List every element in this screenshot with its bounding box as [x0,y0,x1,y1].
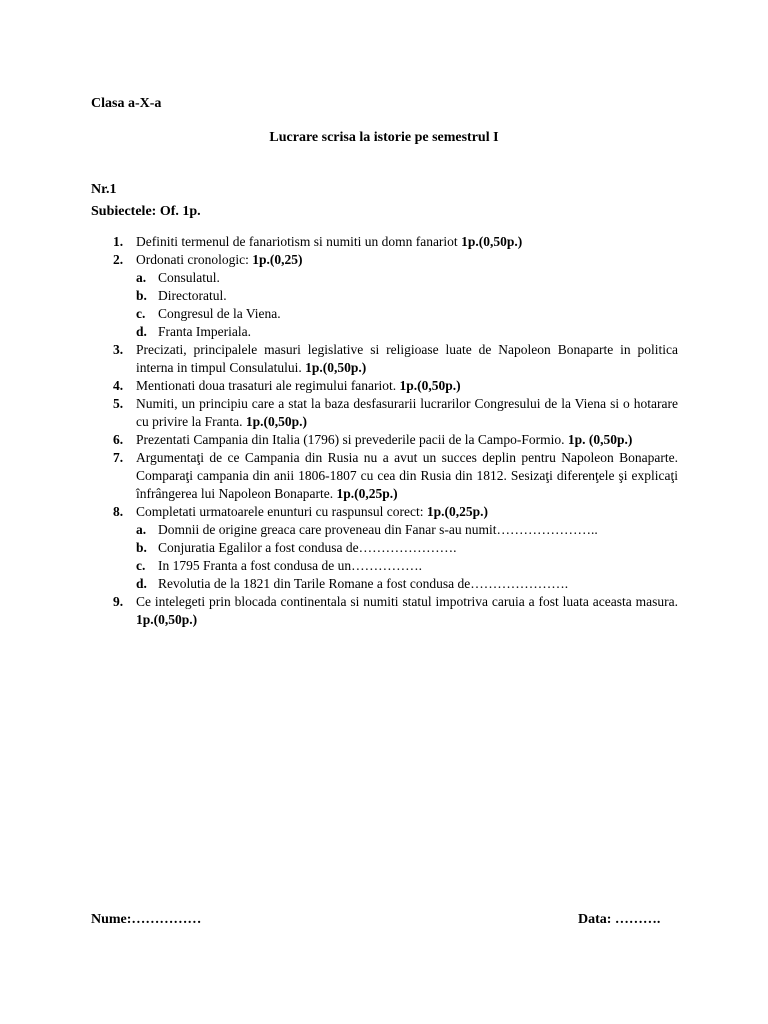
question-item [91,377,678,395]
sub-item [136,287,678,305]
question-points: 1p.(0,50p.) [399,378,461,393]
question-text: Ce intelegeti prin blocada continentala si numiti statul impotriva caruia a fost luata aceasta masura. [136,594,678,609]
sub-letter: a. [136,522,147,537]
question-number: 1. [113,234,124,249]
sub-letter: b. [136,540,147,555]
question-text: Completati urmatoarele enunturi cu raspunsul corect: [136,504,427,519]
sub-text: Directoratul. [158,288,227,303]
sub-letter: b. [136,288,147,303]
question-number: 5. [113,396,124,411]
question-text: Numiti, un principiu care a stat la baza desfasurarii lucrarilor Congresului de la Viena si o hotarare cu privire la Franta. [136,396,678,429]
question-points: 1p.(0,25p.) [336,486,398,501]
sub-item [136,521,678,539]
question-number: 8. [113,504,124,519]
question-text: Argumentaţi de ce Campania din Rusia nu a avut un succes deplin pentru Napoleon Bonaparte. Comparaţi campania din anii 1806-1807 cu cea din Rusia din 1812. Sesizaţi diferenţele şi explicaţi înfrângerea lui Napoleon Bonaparte. [136,450,678,501]
question-text: Mentionati doua trasaturi ale regimului fanariot. [136,378,400,393]
question-list [91,233,678,629]
sub-text: Revolutia de la 1821 din Tarile Romane a fost condusa de…………………. [158,576,569,591]
question-number: 7. [113,450,124,465]
sub-item [136,269,678,287]
sub-text: Consulatul. [158,270,220,285]
sub-letter: c. [136,558,146,573]
question-item [91,341,678,377]
sub-letter: a. [136,270,147,285]
sub-item [136,575,678,593]
date-field-label: Data: ………. [578,912,661,927]
sub-text: Congresul de la Viena. [158,306,281,321]
question-points: 1p.(0,50p.) [305,360,367,375]
sub-item [136,323,678,341]
sub-item [136,539,678,557]
question-number: 4. [113,378,124,393]
sub-text: In 1795 Franta a fost condusa de un……………. [158,558,422,573]
exam-number: Nr.1 [91,182,117,197]
question-points: 1p. (0,50p.) [567,432,633,447]
sub-letter: d. [136,324,147,339]
sub-list [136,269,678,341]
question-points: 1p.(0,50p.) [136,612,198,627]
question-item [91,449,678,503]
question-text: Prezentati Campania din Italia (1796) si prevederile pacii de la Campo-Formio. [136,432,568,447]
question-item [91,503,678,593]
document-title: Lucrare scrisa la istorie pe semestrul I [269,130,499,145]
sub-item [136,305,678,323]
subjects-label: Subiectele: Of. 1p. [91,204,201,219]
question-number: 6. [113,432,124,447]
sub-letter: d. [136,576,147,591]
question-points: 1p.(0,25) [252,252,303,267]
sub-letter: c. [136,306,146,321]
question-number: 3. [113,342,124,357]
question-text: Ordonati cronologic: [136,252,253,267]
name-field-label: Nume:…………… [91,912,202,927]
question-points: 1p.(0,50p.) [245,414,307,429]
question-item [91,593,678,629]
sub-text: Domnii de origine greaca care proveneau din Fanar s-au numit………………….. [158,522,598,537]
class-label: Clasa a-X-a [91,96,162,111]
question-points: 1p.(0,50p.) [461,234,523,249]
sub-text: Franta Imperiala. [158,324,251,339]
question-number: 2. [113,252,124,267]
question-text: Precizati, principalele masuri legislative si religioase luate de Napoleon Bonaparte in politica interna in timpul Consulatului. [136,342,678,375]
question-item [91,233,678,251]
question-item [91,251,678,341]
question-number: 9. [113,594,124,609]
sub-text: Conjuratia Egalilor a fost condusa de…………………. [158,540,457,555]
sub-list [136,521,678,593]
sub-item [136,557,678,575]
question-text: Definiti termenul de fanariotism si numiti un domn fanariot [136,234,462,249]
question-item [91,395,678,431]
question-points: 1p.(0,25p.) [426,504,489,519]
question-item [91,431,678,449]
